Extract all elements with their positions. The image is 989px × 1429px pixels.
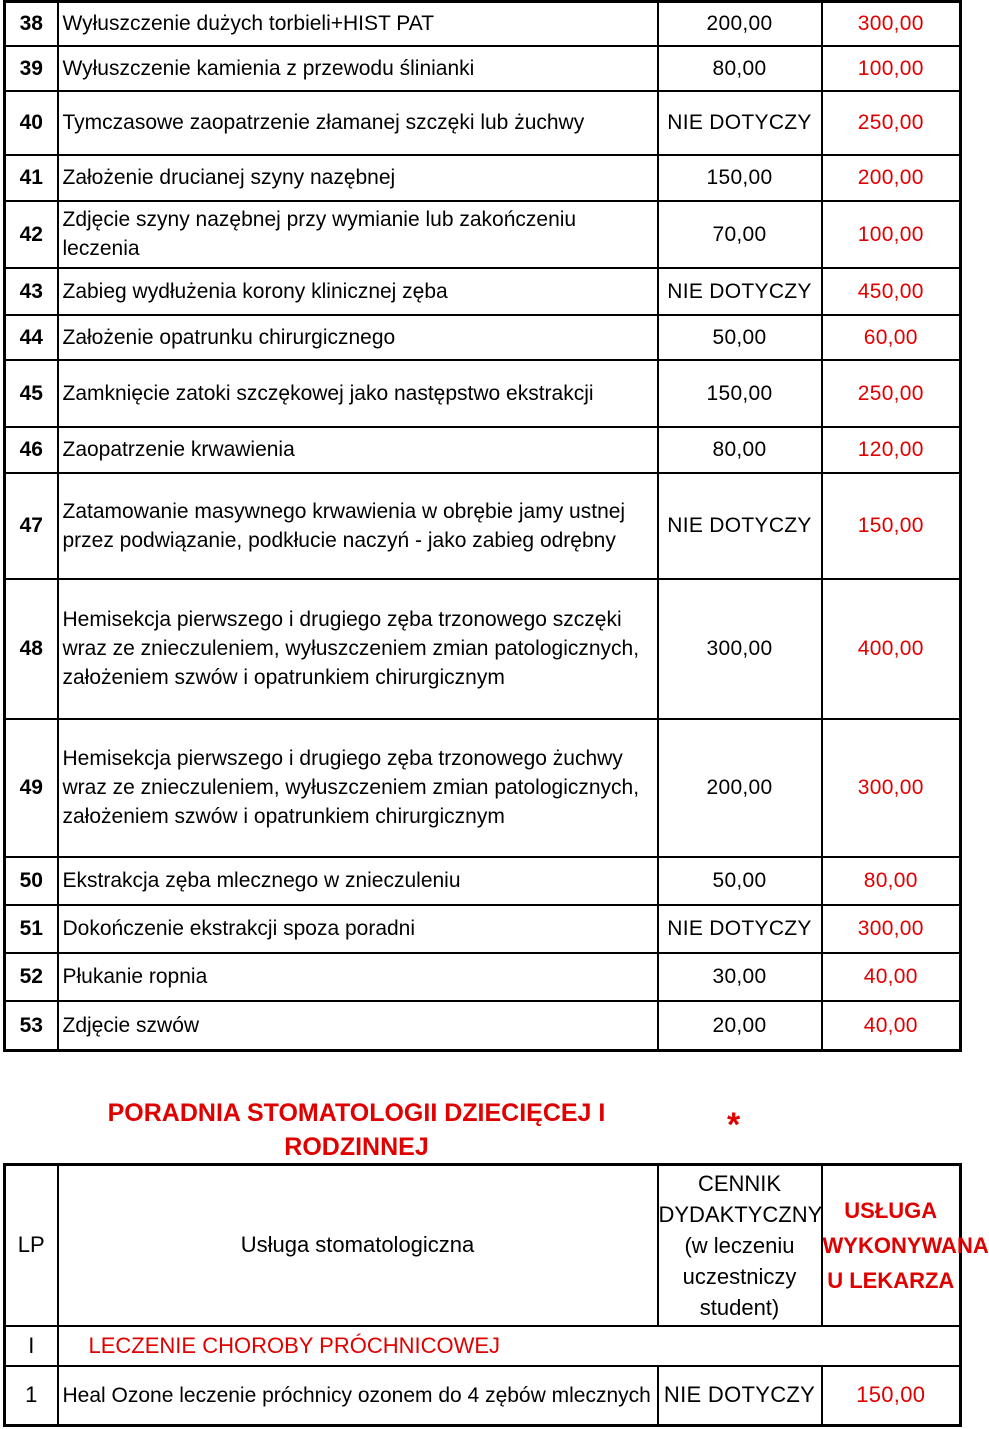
row-description: Heal Ozone leczenie próchnicy ozonem do 4 zębów mlecznych bbox=[58, 1366, 658, 1426]
price-table-surgery bbox=[3, 0, 962, 1052]
header-price-student: CENNIK DYDAKTYCZNY (w leczeniu uczestniczy student) bbox=[658, 1165, 822, 1326]
row-lp: 38 bbox=[5, 2, 58, 46]
price-student: 20,00 bbox=[658, 1001, 822, 1051]
table-row bbox=[5, 91, 961, 155]
price-doctor: 60,00 bbox=[822, 315, 961, 360]
section-name: LECZENIE CHOROBY PRÓCHNICOWEJ bbox=[58, 1326, 961, 1366]
header-price-doctor: USŁUGA WYKONYWANA U LEKARZA bbox=[822, 1165, 961, 1326]
price-student: NIE DOTYCZY bbox=[658, 905, 822, 953]
table-row bbox=[5, 46, 961, 91]
table-row bbox=[5, 953, 961, 1001]
row-description: Hemisekcja pierwszego i drugiego zęba trzonowego szczęki wraz ze znieczuleniem, wyłuszczeniem zmian patologicznych, założeniem szwów i opatrunkiem chirurgicznym bbox=[58, 579, 658, 719]
table-row bbox=[5, 155, 961, 201]
price-student: 80,00 bbox=[658, 46, 822, 91]
price-doctor: 100,00 bbox=[822, 201, 961, 268]
table-row bbox=[5, 427, 961, 473]
section-title-clinic: PORADNIA STOMATOLOGII DZIECIĘCEJ I RODZINNEJ bbox=[107, 1099, 606, 1161]
section-lp: I bbox=[5, 1326, 58, 1366]
price-doctor: 200,00 bbox=[822, 155, 961, 201]
price-doctor: 150,00 bbox=[822, 473, 961, 579]
price-student: 70,00 bbox=[658, 201, 822, 268]
price-doctor: 300,00 bbox=[822, 719, 961, 857]
table-row bbox=[5, 905, 961, 953]
price-student: 80,00 bbox=[658, 427, 822, 473]
price-student: 200,00 bbox=[658, 719, 822, 857]
row-lp: 50 bbox=[5, 857, 58, 905]
row-lp: 40 bbox=[5, 91, 58, 155]
table-row bbox=[5, 2, 961, 46]
table-header-row bbox=[5, 1165, 961, 1326]
row-lp: 39 bbox=[5, 46, 58, 91]
row-description: Zaopatrzenie krwawienia bbox=[58, 427, 658, 473]
row-description: Hemisekcja pierwszego i drugiego zęba trzonowego żuchwy wraz ze znieczuleniem, wyłuszczeniem zmian patologicznych, założeniem szwów i opatrunkiem chirurgicznym bbox=[58, 719, 658, 857]
row-lp: 53 bbox=[5, 1001, 58, 1051]
row-lp: 44 bbox=[5, 315, 58, 360]
row-description: Założenie drucianej szyny nazębnej bbox=[58, 155, 658, 201]
row-description: Dokończenie ekstrakcji spoza poradni bbox=[58, 905, 658, 953]
price-doctor: 40,00 bbox=[822, 1001, 961, 1051]
row-lp: 49 bbox=[5, 719, 58, 857]
price-doctor: 250,00 bbox=[822, 360, 961, 427]
row-lp: 42 bbox=[5, 201, 58, 268]
asterisk-mark: * bbox=[727, 1106, 741, 1144]
row-lp: 43 bbox=[5, 268, 58, 315]
price-student: 150,00 bbox=[658, 360, 822, 427]
row-lp: 45 bbox=[5, 360, 58, 427]
row-description: Założenie opatrunku chirurgicznego bbox=[58, 315, 658, 360]
price-student: 300,00 bbox=[658, 579, 822, 719]
price-student: NIE DOTYCZY bbox=[658, 268, 822, 315]
table-row bbox=[5, 1366, 961, 1426]
row-lp: 48 bbox=[5, 579, 58, 719]
table-row bbox=[5, 360, 961, 427]
row-lp: 51 bbox=[5, 905, 58, 953]
table-row bbox=[5, 201, 961, 268]
row-description: Zdjęcie szyny nazębnej przy wymianie lub zakończeniu leczenia bbox=[58, 201, 658, 268]
row-description: Płukanie ropnia bbox=[58, 953, 658, 1001]
price-student: NIE DOTYCZY bbox=[658, 91, 822, 155]
row-description: Ekstrakcja zęba mlecznego w znieczuleniu bbox=[58, 857, 658, 905]
price-student: 50,00 bbox=[658, 857, 822, 905]
price-student: 150,00 bbox=[658, 155, 822, 201]
price-student: 200,00 bbox=[658, 2, 822, 46]
table-row bbox=[5, 1001, 961, 1051]
row-description: Wyłuszczenie dużych torbieli+HIST PAT bbox=[58, 2, 658, 46]
row-description: Zamknięcie zatoki szczękowej jako następstwo ekstrakcji bbox=[58, 360, 658, 427]
price-student: NIE DOTYCZY bbox=[658, 1366, 822, 1426]
price-doctor: 120,00 bbox=[822, 427, 961, 473]
price-doctor: 40,00 bbox=[822, 953, 961, 1001]
price-doctor: 450,00 bbox=[822, 268, 961, 315]
row-description: Zabieg wydłużenia korony klinicznej zęba bbox=[58, 268, 658, 315]
table-row bbox=[5, 473, 961, 579]
section-row bbox=[5, 1326, 961, 1366]
price-doctor: 100,00 bbox=[822, 46, 961, 91]
table-row bbox=[5, 579, 961, 719]
row-description: Zatamowanie masywnego krwawienia w obrębie jamy ustnej przez podwiązanie, podkłucie naczyń - jako zabieg odrębny bbox=[58, 473, 658, 579]
price-doctor: 150,00 bbox=[822, 1366, 961, 1426]
table-row bbox=[5, 857, 961, 905]
header-service: Usługa stomatologiczna bbox=[58, 1165, 658, 1326]
price-student: NIE DOTYCZY bbox=[658, 473, 822, 579]
row-description: Zdjęcie szwów bbox=[58, 1001, 658, 1051]
price-student: 30,00 bbox=[658, 953, 822, 1001]
price-student: 50,00 bbox=[658, 315, 822, 360]
row-lp: 46 bbox=[5, 427, 58, 473]
price-doctor: 400,00 bbox=[822, 579, 961, 719]
table-row bbox=[5, 719, 961, 857]
price-doctor: 300,00 bbox=[822, 905, 961, 953]
price-doctor: 250,00 bbox=[822, 91, 961, 155]
price-table-pediatric bbox=[3, 1163, 989, 1427]
table-row bbox=[5, 268, 961, 315]
row-lp: 41 bbox=[5, 155, 58, 201]
price-doctor: 80,00 bbox=[822, 857, 961, 905]
row-lp: 47 bbox=[5, 473, 58, 579]
row-lp: 52 bbox=[5, 953, 58, 1001]
price-doctor: 300,00 bbox=[822, 2, 961, 46]
row-lp: 1 bbox=[5, 1366, 58, 1426]
table-row bbox=[5, 315, 961, 360]
row-description: Tymczasowe zaopatrzenie złamanej szczęki lub żuchwy bbox=[58, 91, 658, 155]
header-lp: LP bbox=[5, 1165, 58, 1326]
row-description: Wyłuszczenie kamienia z przewodu ślinianki bbox=[58, 46, 658, 91]
